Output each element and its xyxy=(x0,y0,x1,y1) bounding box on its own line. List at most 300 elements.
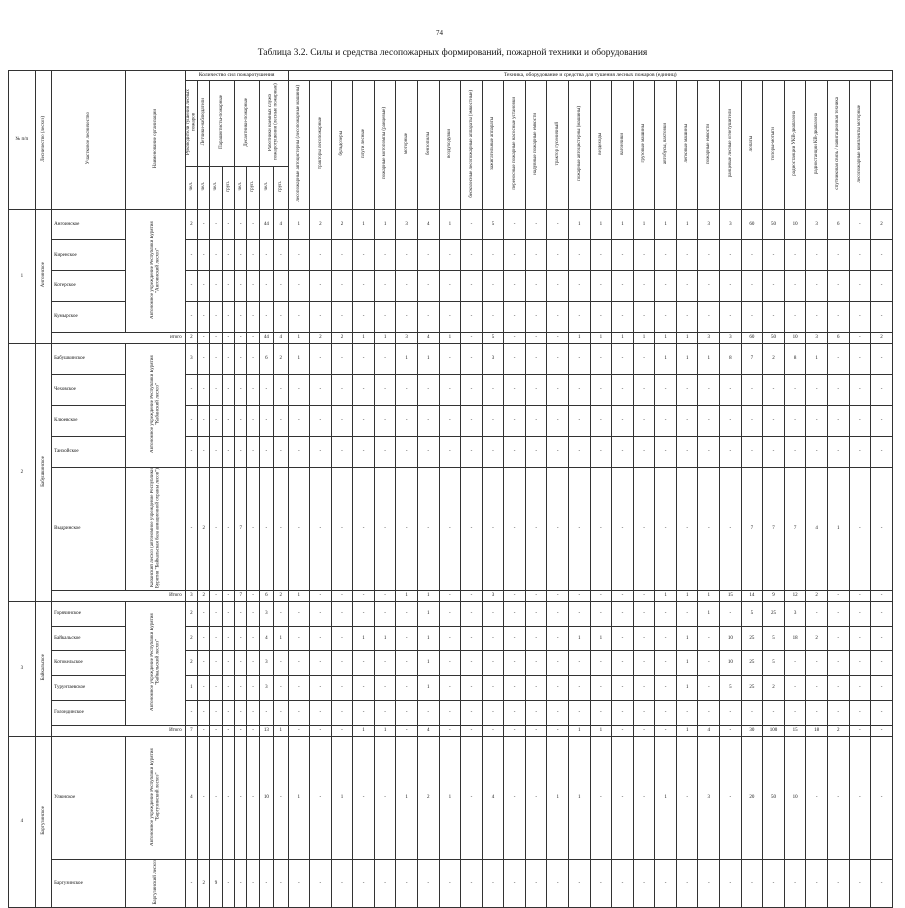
value-cell: - xyxy=(274,467,288,591)
value-cell: - xyxy=(235,736,247,860)
total-cell: 15 xyxy=(784,725,806,736)
total-cell: - xyxy=(210,333,222,344)
value-cell: - xyxy=(720,302,742,333)
value-cell: - xyxy=(185,240,197,271)
value-cell: - xyxy=(655,302,677,333)
lesnichestvo-name-text: Бабушкинское xyxy=(40,455,46,487)
value-cell: - xyxy=(612,436,634,467)
value-cell: - xyxy=(198,302,210,333)
value-cell: 3 xyxy=(259,602,273,627)
value-cell: - xyxy=(612,736,634,860)
value-cell: 1 xyxy=(676,676,698,701)
value-cell: - xyxy=(353,374,375,405)
value-cell: - xyxy=(871,271,893,302)
value-cell: - xyxy=(525,302,547,333)
value-cell: - xyxy=(633,374,655,405)
value-cell: 1 xyxy=(288,209,310,240)
total-cell: - xyxy=(331,591,353,602)
value-cell: - xyxy=(590,302,612,333)
value-cell: - xyxy=(247,860,259,908)
value-cell: 9 xyxy=(210,860,222,908)
total-cell: - xyxy=(353,591,375,602)
value-cell: - xyxy=(439,405,461,436)
total-cell: 2 xyxy=(198,591,210,602)
value-cell: 4 xyxy=(274,209,288,240)
total-cell: 1 xyxy=(698,591,720,602)
value-cell: - xyxy=(763,436,785,467)
organization-name xyxy=(126,860,186,908)
value-cell: - xyxy=(806,240,828,271)
value-cell: - xyxy=(310,626,332,651)
value-cell: - xyxy=(525,436,547,467)
value-cell: - xyxy=(353,651,375,676)
total-cell: 1 xyxy=(274,725,288,736)
total-cell: 13 xyxy=(259,725,273,736)
value-cell: 4 xyxy=(259,626,273,651)
value-cell: - xyxy=(612,405,634,436)
value-cell: 1 xyxy=(590,626,612,651)
value-cell: - xyxy=(849,700,871,725)
value-cell: - xyxy=(374,467,396,591)
total-cell: 44 xyxy=(259,333,273,344)
value-cell: - xyxy=(247,736,259,860)
uchastkovoe-name: Чеховское xyxy=(52,374,126,405)
value-cell: - xyxy=(612,626,634,651)
lesnichestvo-name-text: Байкальское xyxy=(40,654,46,681)
value-cell: - xyxy=(698,374,720,405)
uchastkovoe-name: Улюнское xyxy=(52,736,126,860)
total-cell: - xyxy=(633,591,655,602)
value-cell: - xyxy=(417,271,439,302)
value-cell: 1 xyxy=(827,467,849,591)
value-cell: - xyxy=(310,467,332,591)
total-cell: - xyxy=(547,333,569,344)
value-cell: 4 xyxy=(806,467,828,591)
value-cell: - xyxy=(374,700,396,725)
header-tech-col-text: пожарные автоцистерны (машины) xyxy=(576,106,582,181)
total-label: итого xyxy=(52,333,186,344)
header-tech-col-text: ранцевые лесные огнетушители xyxy=(727,109,733,178)
value-cell: 2 xyxy=(871,209,893,240)
value-cell: - xyxy=(849,271,871,302)
value-cell: 3 xyxy=(698,209,720,240)
value-cell: - xyxy=(849,626,871,651)
value-cell: - xyxy=(547,676,569,701)
header-tech-col xyxy=(547,81,569,210)
total-cell: - xyxy=(235,333,247,344)
value-cell: - xyxy=(288,676,310,701)
value-cell: - xyxy=(353,736,375,860)
value-cell: - xyxy=(720,374,742,405)
value-cell: - xyxy=(547,302,569,333)
value-cell: - xyxy=(210,344,222,375)
value-cell: - xyxy=(612,602,634,627)
organization-name xyxy=(126,344,186,468)
value-cell: - xyxy=(871,602,893,627)
value-cell: - xyxy=(698,436,720,467)
value-cell: - xyxy=(396,700,418,725)
value-cell: - xyxy=(806,651,828,676)
total-cell: - xyxy=(849,725,871,736)
header-tech-group: Техника, оборудование и средства для тушения лесных пожаров (единиц) xyxy=(288,71,893,81)
value-cell: 7 xyxy=(784,467,806,591)
total-cell: - xyxy=(247,725,259,736)
uchastkovoe-name: Клюевское xyxy=(52,405,126,436)
value-cell: - xyxy=(396,240,418,271)
value-cell: - xyxy=(222,736,234,860)
value-cell: - xyxy=(871,240,893,271)
value-cell: - xyxy=(331,271,353,302)
value-cell: 10 xyxy=(259,736,273,860)
uchastkovoe-name: Бабушкинское xyxy=(52,344,126,375)
value-cell: - xyxy=(590,436,612,467)
table-row xyxy=(9,602,893,627)
value-cell: - xyxy=(482,467,504,591)
header-tech-col-text: моторные xyxy=(403,133,409,154)
value-cell: - xyxy=(612,651,634,676)
value-cell: - xyxy=(210,271,222,302)
value-cell: - xyxy=(741,240,763,271)
value-cell: - xyxy=(547,374,569,405)
value-cell: - xyxy=(198,676,210,701)
value-cell: - xyxy=(525,626,547,651)
value-cell: - xyxy=(720,602,742,627)
value-cell: 10 xyxy=(784,736,806,860)
value-cell: - xyxy=(569,860,591,908)
total-cell: 1 xyxy=(633,333,655,344)
header-tech-col xyxy=(827,81,849,210)
value-cell: - xyxy=(439,467,461,591)
header-force-col xyxy=(185,81,197,167)
total-cell: - xyxy=(482,725,504,736)
value-cell: - xyxy=(374,602,396,627)
value-cell: - xyxy=(655,860,677,908)
organization-name xyxy=(126,736,186,860)
value-cell: 1 xyxy=(353,626,375,651)
value-cell: 25 xyxy=(763,602,785,627)
value-cell: 1 xyxy=(698,344,720,375)
value-cell: - xyxy=(310,405,332,436)
total-cell: 1 xyxy=(612,333,634,344)
header-tech-col xyxy=(374,81,396,210)
value-cell: - xyxy=(310,271,332,302)
header-tech-col xyxy=(784,81,806,210)
total-cell: 50 xyxy=(763,333,785,344)
header-unit xyxy=(198,166,210,209)
header-tech-col xyxy=(633,81,655,210)
total-cell: 4 xyxy=(417,333,439,344)
value-cell: 4 xyxy=(482,736,504,860)
value-cell: - xyxy=(353,436,375,467)
total-cell: 2 xyxy=(310,333,332,344)
value-cell: - xyxy=(210,736,222,860)
value-cell: - xyxy=(590,240,612,271)
value-cell: - xyxy=(374,651,396,676)
value-cell: - xyxy=(310,700,332,725)
value-cell: - xyxy=(547,271,569,302)
value-cell: - xyxy=(417,405,439,436)
value-cell: - xyxy=(353,240,375,271)
value-cell: - xyxy=(763,405,785,436)
value-cell: - xyxy=(396,271,418,302)
value-cell: - xyxy=(247,374,259,405)
total-cell: - xyxy=(210,591,222,602)
value-cell: - xyxy=(827,602,849,627)
value-cell: - xyxy=(274,860,288,908)
header-tech-col-text: пожарные мотопомпы (ранцевые) xyxy=(382,107,388,180)
value-cell: - xyxy=(461,467,483,591)
value-cell: - xyxy=(741,271,763,302)
total-cell: - xyxy=(439,591,461,602)
value-cell: - xyxy=(482,240,504,271)
value-cell: 2 xyxy=(763,676,785,701)
total-cell: 7 xyxy=(235,591,247,602)
value-cell: - xyxy=(504,602,526,627)
total-cell: - xyxy=(396,725,418,736)
value-cell: - xyxy=(525,271,547,302)
value-cell: - xyxy=(439,302,461,333)
value-cell: - xyxy=(247,405,259,436)
header-force-col xyxy=(235,81,260,167)
value-cell: - xyxy=(247,467,259,591)
value-cell: - xyxy=(185,860,197,908)
header-force-col-text: Парашютисты-пожарные xyxy=(219,95,225,149)
value-cell: - xyxy=(288,302,310,333)
value-cell: 1 xyxy=(655,736,677,860)
value-cell: 2 xyxy=(198,860,210,908)
value-cell: - xyxy=(698,651,720,676)
row-number: 4 xyxy=(9,736,36,908)
total-cell: 1 xyxy=(288,333,310,344)
value-cell: - xyxy=(569,436,591,467)
value-cell: - xyxy=(849,436,871,467)
value-cell: - xyxy=(569,271,591,302)
total-row xyxy=(9,591,893,602)
value-cell: - xyxy=(222,344,234,375)
value-cell: - xyxy=(461,271,483,302)
value-cell: - xyxy=(461,374,483,405)
header-organization xyxy=(126,71,186,210)
header-force-col-text: Работники наемных служб пожаротушения (лесные пожарные) xyxy=(268,83,279,161)
header-tech-col-text: пожарные емкости xyxy=(706,123,712,164)
value-cell: 1 xyxy=(374,209,396,240)
value-cell: - xyxy=(720,860,742,908)
value-cell: - xyxy=(461,736,483,860)
value-cell: - xyxy=(676,240,698,271)
value-cell: - xyxy=(288,700,310,725)
value-cell: 2 xyxy=(185,626,197,651)
total-cell: 3 xyxy=(482,591,504,602)
value-cell: - xyxy=(331,344,353,375)
header-tech-col-text: лесопожарные комплекты моторные xyxy=(857,104,863,183)
header-uchastkovoe-text: Участковое лесничество xyxy=(85,112,91,165)
value-cell: 5 xyxy=(741,602,763,627)
value-cell: - xyxy=(763,302,785,333)
header-tech-col xyxy=(504,81,526,210)
value-cell: - xyxy=(288,374,310,405)
value-cell: 2 xyxy=(185,209,197,240)
value-cell: - xyxy=(198,651,210,676)
organization-name-text: Автономное учреждение Республики Бурятия "Кабанский лесхоз" xyxy=(149,355,161,453)
value-cell: - xyxy=(741,436,763,467)
total-cell: 2 xyxy=(274,591,288,602)
value-cell: - xyxy=(849,736,871,860)
value-cell: - xyxy=(763,240,785,271)
value-cell: - xyxy=(525,602,547,627)
value-cell: - xyxy=(461,209,483,240)
value-cell: - xyxy=(259,860,273,908)
total-cell: 1 xyxy=(569,725,591,736)
value-cell: - xyxy=(461,676,483,701)
value-cell: - xyxy=(676,302,698,333)
value-cell: - xyxy=(310,436,332,467)
value-cell: - xyxy=(461,626,483,651)
value-cell: - xyxy=(741,302,763,333)
value-cell: - xyxy=(849,344,871,375)
value-cell: - xyxy=(482,860,504,908)
value-cell: - xyxy=(439,602,461,627)
header-organization-text: Наименование организации xyxy=(152,108,158,169)
total-cell: - xyxy=(222,725,234,736)
value-cell: - xyxy=(504,271,526,302)
value-cell: - xyxy=(806,736,828,860)
value-cell: - xyxy=(396,374,418,405)
value-cell: - xyxy=(374,302,396,333)
value-cell: - xyxy=(198,736,210,860)
value-cell: - xyxy=(247,602,259,627)
value-cell: - xyxy=(198,374,210,405)
value-cell: - xyxy=(612,344,634,375)
value-cell: - xyxy=(612,860,634,908)
header-num: № п/п xyxy=(9,71,36,210)
value-cell: - xyxy=(274,405,288,436)
value-cell: - xyxy=(288,405,310,436)
organization-name-text: Автономное учреждение Республики Бурятия "Ангоинский лесхоз" xyxy=(149,220,161,319)
value-cell: 2 xyxy=(310,209,332,240)
total-cell: 3 xyxy=(720,333,742,344)
value-cell: - xyxy=(525,700,547,725)
value-cell: - xyxy=(525,860,547,908)
value-cell: - xyxy=(353,602,375,627)
total-cell: 5 xyxy=(482,333,504,344)
total-cell: 2 xyxy=(331,333,353,344)
value-cell: - xyxy=(784,436,806,467)
value-cell: 1 xyxy=(396,344,418,375)
uchastkovoe-name: Голондинское xyxy=(52,700,126,725)
total-label: Итого xyxy=(52,725,186,736)
value-cell: - xyxy=(482,700,504,725)
value-cell: - xyxy=(288,860,310,908)
total-cell: - xyxy=(247,333,259,344)
value-cell: 8 xyxy=(784,344,806,375)
value-cell: - xyxy=(612,676,634,701)
value-cell: - xyxy=(827,676,849,701)
header-tech-col-text: переносные пожарные насосные установки xyxy=(511,97,517,190)
value-cell: - xyxy=(590,651,612,676)
value-cell: - xyxy=(461,860,483,908)
header-tech-col-text: плуги лесные xyxy=(360,129,366,158)
header-unit-text: чел. xyxy=(263,182,269,191)
total-cell: 1 xyxy=(417,591,439,602)
value-cell: - xyxy=(655,467,677,591)
total-cell: 6 xyxy=(259,591,273,602)
value-cell: - xyxy=(331,240,353,271)
value-cell: - xyxy=(417,467,439,591)
value-cell: - xyxy=(396,602,418,627)
value-cell: - xyxy=(247,626,259,651)
value-cell: - xyxy=(396,436,418,467)
total-cell: - xyxy=(247,591,259,602)
value-cell: - xyxy=(185,374,197,405)
value-cell: - xyxy=(871,700,893,725)
header-tech-col xyxy=(590,81,612,210)
value-cell: - xyxy=(482,602,504,627)
value-cell: 1 xyxy=(331,736,353,860)
value-cell: - xyxy=(461,405,483,436)
value-cell: - xyxy=(247,271,259,302)
value-cell: - xyxy=(396,467,418,591)
value-cell: - xyxy=(288,602,310,627)
value-cell: 18 xyxy=(784,626,806,651)
value-cell: - xyxy=(439,860,461,908)
value-cell: - xyxy=(612,240,634,271)
total-cell: 18 xyxy=(806,725,828,736)
value-cell: - xyxy=(417,700,439,725)
table-title: Таблица 3.2. Силы и средства лесопожарных формирований, пожарной техники и оборудования xyxy=(257,48,648,58)
value-cell: - xyxy=(655,651,677,676)
value-cell: - xyxy=(439,700,461,725)
value-cell: - xyxy=(247,676,259,701)
value-cell: - xyxy=(259,240,273,271)
value-cell: - xyxy=(461,240,483,271)
value-cell: - xyxy=(698,240,720,271)
value-cell: - xyxy=(569,302,591,333)
value-cell: 1 xyxy=(590,209,612,240)
uchastkovoe-name: Котерское xyxy=(52,271,126,302)
value-cell: - xyxy=(331,860,353,908)
value-cell: - xyxy=(849,676,871,701)
value-cell: - xyxy=(482,676,504,701)
value-cell: - xyxy=(525,209,547,240)
value-cell: - xyxy=(482,651,504,676)
uchastkovoe-name: Выдринское xyxy=(52,467,126,591)
lesnichestvo-name-text: Ангоинское xyxy=(40,262,46,288)
page-number: 74 xyxy=(436,29,443,37)
header-uchastkovoe xyxy=(52,71,126,210)
value-cell: - xyxy=(871,651,893,676)
value-cell: - xyxy=(612,700,634,725)
total-cell: - xyxy=(504,725,526,736)
total-cell: - xyxy=(612,591,634,602)
value-cell: - xyxy=(806,405,828,436)
header-tech-col-text: бульдозеры xyxy=(339,131,345,156)
total-cell: - xyxy=(222,591,234,602)
value-cell: - xyxy=(274,736,288,860)
value-cell: - xyxy=(698,700,720,725)
value-cell: - xyxy=(590,405,612,436)
total-cell: - xyxy=(525,591,547,602)
total-cell: - xyxy=(235,725,247,736)
value-cell: 1 xyxy=(439,209,461,240)
header-tech-col xyxy=(396,81,418,210)
value-cell: - xyxy=(504,626,526,651)
total-cell: 1 xyxy=(590,333,612,344)
value-cell: - xyxy=(504,676,526,701)
header-tech-col xyxy=(439,81,461,210)
value-cell: - xyxy=(210,405,222,436)
header-tech-col xyxy=(741,81,763,210)
total-cell: - xyxy=(198,333,210,344)
